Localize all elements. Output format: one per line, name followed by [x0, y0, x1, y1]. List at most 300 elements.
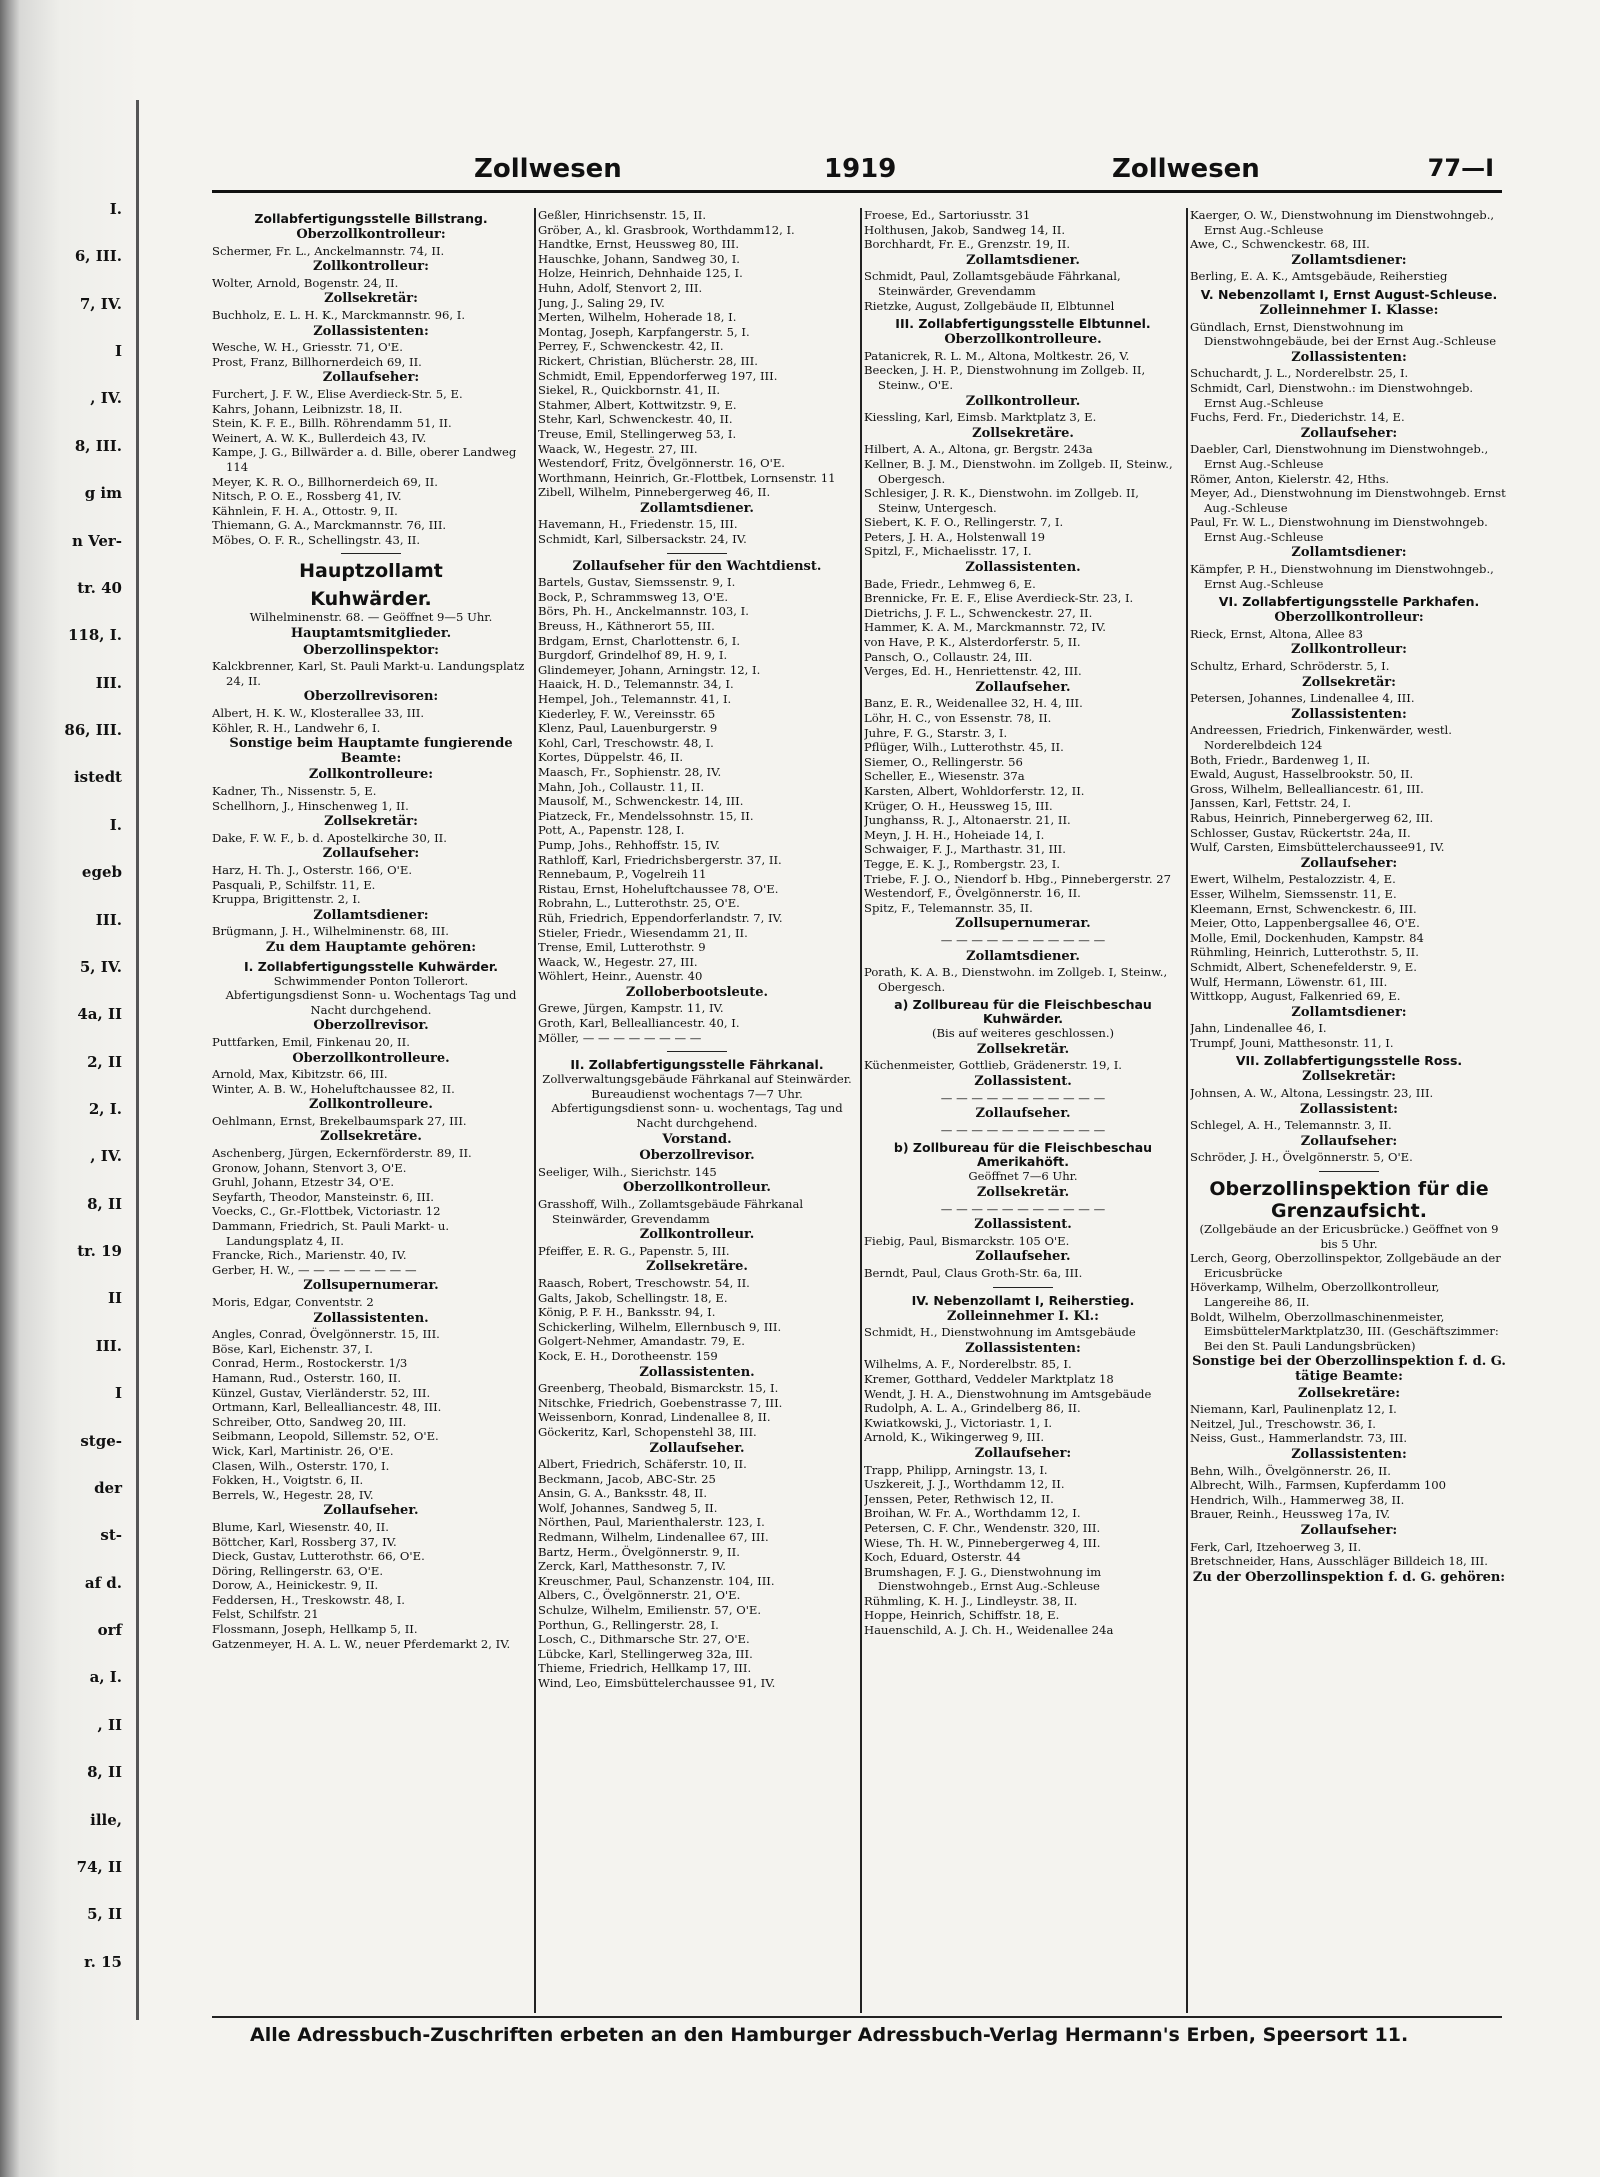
office-note: — — — — — — — — — — —	[940, 1122, 1106, 1137]
directory-entry: Grasshoff, Wilh., Zollamtsgebäude Fährkanal Steinwärder, Grevendamm	[538, 1197, 804, 1226]
directory-entry: König, P. F. H., Banksstr. 94, I.	[538, 1305, 716, 1320]
directory-entry: Oehlmann, Ernst, Brekelbaumspark 27, III.	[212, 1113, 467, 1128]
directory-entry: Mahn, Joh., Collaustr. 11, II.	[538, 779, 705, 794]
directory-entry: Bartz, Herm., Övelgönnerstr. 9, II.	[538, 1544, 740, 1559]
previous-page-fragment: I.	[109, 816, 122, 834]
directory-entry: Kampe, J. G., Billwärder a. d. Bille, oberer Landweg 114	[212, 445, 517, 474]
directory-entry: Schmidt, Carl, Dienstwohn.: im Dienstwohngeb. Ernst Aug.-Schleuse	[1190, 380, 1474, 410]
previous-page-fragment: istedt	[73, 768, 122, 786]
directory-entry: Felst, Schilfstr. 21	[212, 1607, 319, 1622]
page-number: 77—I	[1427, 154, 1494, 182]
directory-entry: Johnsen, A. W., Altona, Lessingstr. 23, III.	[1190, 1086, 1434, 1101]
previous-page-fragment: 74, II	[76, 1858, 122, 1876]
header-year: 1919	[824, 154, 897, 184]
section-subheading: Hauptamtsmitglieder.	[290, 626, 452, 642]
directory-entry: Albers, C., Övelgönnerstr. 21, O'E.	[538, 1588, 741, 1603]
directory-entry: Brdgam, Ernst, Charlottenstr. 6, I.	[538, 633, 741, 648]
directory-entry: Greenberg, Theobald, Bismarckstr. 15, I.	[538, 1381, 779, 1396]
directory-entry: Jahn, Lindenallee 46, I.	[1190, 1021, 1327, 1036]
directory-entry: Möller, — — — — — — — —	[538, 1030, 702, 1045]
directory-entry: Flossmann, Joseph, Hellkamp 5, II.	[212, 1622, 418, 1637]
office-heading: VI. Zollabfertigungsstelle Parkhafen.	[1218, 594, 1480, 610]
directory-page	[212, 148, 1506, 2046]
previous-page-fragment: der	[94, 1479, 122, 1497]
directory-entry: Furchert, J. F. W., Elise Averdieck-Str. 5, E.	[212, 386, 463, 401]
directory-entry: Ferk, Carl, Itzehoerweg 3, II.	[1190, 1539, 1362, 1554]
section-subheading: Zollaufseher.	[649, 1440, 745, 1456]
directory-entry: Pfeiffer, E. R. G., Papenstr. 5, III.	[538, 1243, 730, 1258]
column-divider	[860, 208, 862, 2013]
previous-page-fragment: III.	[95, 674, 122, 692]
section-subheading: Zollassistent:	[1300, 1101, 1398, 1117]
section-subheading: Zollsekretär.	[976, 1185, 1070, 1201]
directory-entry: Trense, Emil, Lutterothstr. 9	[538, 940, 706, 955]
office-note: — — — — — — — — — — —	[940, 1201, 1106, 1216]
section-subheading: Oberzollkontrolleure.	[944, 332, 1102, 348]
directory-entry: Zibell, Wilhelm, Pinnebergerweg 46, II.	[538, 485, 771, 500]
directory-entry: Gruhl, Johann, Etzestr 34, O'E.	[212, 1175, 395, 1190]
office-heading: VII. Zollabfertigungsstelle Ross.	[1235, 1053, 1463, 1069]
section-separator	[341, 553, 401, 554]
directory-entry: Arnold, K., Wikingerweg 9, III.	[864, 1430, 1045, 1445]
directory-entry: Brauer, Reinh., Heussweg 17a, IV.	[1190, 1507, 1391, 1522]
directory-entry: Ewald, August, Hasselbrookstr. 50, II.	[1190, 767, 1414, 782]
directory-entry: Thiemann, G. A., Marckmannstr. 76, III.	[212, 518, 447, 533]
directory-entry: Kämpfer, P. H., Dienstwohnung im Dienstwohngeb., Ernst Aug.-Schleuse	[1190, 562, 1494, 591]
section-subheading: Zollkontrolleur:	[1291, 642, 1407, 658]
directory-entry: Wesche, W. H., Griesstr. 71, O'E.	[212, 340, 403, 355]
directory-entry: Huhn, Adolf, Stenvort 2, III.	[538, 280, 703, 295]
directory-entry: Küchenmeister, Gottlieb, Grädenerstr. 19, I.	[864, 1058, 1122, 1073]
directory-entry: Karsten, Albert, Wohldorferstr. 12, II.	[864, 783, 1085, 798]
directory-entry: Wulf, Hermann, Löwenstr. 61, III.	[1190, 974, 1388, 989]
section-separator	[1319, 1171, 1379, 1172]
office-note: Bureaudienst wochentags 7—7 Uhr. Abfertigungsdienst sonn- u. wochentags, Tag und Nacht durchgehend.	[551, 1086, 843, 1131]
directory-entry: Winter, A. B. W., Hoheluftchaussee 82, II.	[212, 1081, 455, 1096]
header-right-title: Zollwesen	[1112, 154, 1260, 184]
directory-entry: Havemann, H., Friedenstr. 15, III.	[538, 517, 738, 532]
page-header	[212, 148, 1502, 193]
directory-entry: Siemer, O., Rellingerstr. 56	[864, 754, 1023, 769]
directory-entry: Wind, Leo, Eimsbüttelerchaussee 91, IV.	[538, 1676, 776, 1690]
directory-entry: Verges, Ed. H., Henriettenstr. 42, III.	[864, 664, 1082, 679]
main-office-title: Hauptzollamt	[299, 560, 443, 583]
section-subheading: Zolleinnehmer I. Kl.:	[947, 1308, 1099, 1324]
directory-entry: Gündlach, Ernst, Dienstwohnung im Dienstwohngebäude, bei der Ernst Aug.-Schleuse	[1190, 319, 1497, 349]
previous-page-fragment: 5, II	[87, 1905, 122, 1923]
directory-entry: Jung, J., Saling 29, IV.	[538, 295, 665, 310]
section-subheading: Zollkontrolleure.	[309, 1097, 433, 1113]
directory-entry: Westendorf, F., Övelgönnerstr. 16, II.	[864, 886, 1081, 901]
directory-entry: Neiss, Gust., Hammerlandstr. 73, III.	[1190, 1431, 1408, 1446]
directory-entry: Both, Friedr., Bardenweg 1, II.	[1190, 752, 1371, 767]
section-subheading: Zollkontrolleur:	[313, 259, 429, 275]
directory-entry: Petersen, C. F. Chr., Wendenstr. 320, III.	[864, 1520, 1101, 1535]
directory-entry: Spitzl, F., Michaelisstr. 17, I.	[864, 544, 1032, 559]
directory-entry: Schmidt, Emil, Eppendorferweg 197, III.	[538, 368, 778, 383]
section-subheading: Zollsupernumerar.	[955, 916, 1091, 932]
directory-entry: Weissenborn, Konrad, Lindenallee 8, II.	[538, 1410, 771, 1425]
directory-entry: Robrahn, L., Lutterothstr. 25, O'E.	[538, 896, 740, 911]
directory-entry: Dieck, Gustav, Lutterothstr. 66, O'E.	[212, 1549, 425, 1564]
directory-entry: Böttcher, Karl, Rossberg 37, IV.	[212, 1534, 397, 1549]
main-office-title: Kuhwärder.	[310, 588, 432, 611]
directory-entry: Blume, Karl, Wiesenstr. 40, II.	[212, 1519, 389, 1534]
directory-entry: Thieme, Friedrich, Hellkamp 17, III.	[538, 1661, 752, 1676]
directory-entry: Dake, F. W. F., b. d. Apostelkirche 30, II.	[212, 830, 447, 845]
section-subheading: Zollkontrolleure:	[308, 767, 434, 783]
directory-entry: Trapp, Philipp, Arningstr. 13, I.	[864, 1462, 1048, 1477]
directory-entry: Schmidt, Albert, Schenefelderstr. 9, E.	[1190, 959, 1417, 974]
section-subheading: Zu der Oberzollinspektion f. d. G. gehören:	[1192, 1569, 1506, 1585]
directory-entry: Ortmann, Karl, Bellealliancestr. 48, III.	[212, 1400, 442, 1415]
previous-page-fragment: 7, IV.	[79, 295, 122, 313]
directory-entry: Rieck, Ernst, Altona, Allee 83	[1190, 626, 1364, 641]
directory-entry: Albert, H. K. W., Klosterallee 33, III.	[212, 706, 425, 721]
directory-entry: Siekel, R., Quickbornstr. 41, II.	[538, 383, 721, 398]
section-subheading: Zollsekretäre.	[646, 1259, 748, 1275]
directory-entry: Gronow, Johann, Stenvort 3, O'E.	[212, 1160, 407, 1175]
section-subheading: Zolloberbootsleute.	[625, 984, 769, 1000]
section-subheading: Zollassistenten:	[1291, 349, 1407, 365]
section-subheading: Zollaufseher.	[975, 679, 1071, 695]
directory-entry: Dorow, A., Heinickestr. 9, II.	[212, 1578, 379, 1593]
previous-page-fragment: st-	[100, 1526, 122, 1544]
directory-entry: Wittkopp, August, Falkenried 69, E.	[1190, 989, 1401, 1004]
directory-entry: Schreiber, Otto, Sandweg 20, III.	[212, 1414, 407, 1429]
directory-entry: Niemann, Karl, Paulinenplatz 12, I.	[1190, 1402, 1397, 1417]
section-subheading: Zollsekretäre.	[972, 425, 1074, 441]
directory-entry: Meyn, J. H. H., Hoheiade 14, I.	[864, 827, 1045, 842]
directory-entry: Kaerger, O. W., Dienstwohnung im Dienstwohngeb., Ernst Aug.-Schleuse	[1190, 208, 1495, 237]
directory-entry: Meyer, Ad., Dienstwohnung im Dienstwohngeb. Ernst Aug.-Schleuse	[1190, 486, 1506, 515]
directory-entry: Kiederley, F. W., Vereinsstr. 65	[538, 706, 716, 721]
directory-entry: Schröder, J. H., Övelgönnerstr. 5, O'E.	[1190, 1150, 1413, 1165]
directory-entry: Rühmling, K. H. J., Lindleystr. 38, II.	[864, 1593, 1078, 1608]
directory-entry: Pflüger, Wilh., Lutterothstr. 45, II.	[864, 740, 1064, 755]
section-subheading: Zollamtsdiener:	[1291, 545, 1407, 561]
previous-page-fragment: , IV.	[90, 389, 122, 407]
previous-page-fragment: I	[114, 1384, 122, 1402]
previous-page-fragment: g im	[84, 484, 122, 502]
section-subheading: Zollamtsdiener.	[640, 500, 754, 516]
directory-entry: Geßler, Hinrichsenstr. 15, II.	[538, 208, 707, 222]
section-subheading: Zollaufseher.	[323, 1503, 419, 1519]
directory-entry: Junghanss, R. J., Altonaerstr. 21, II.	[864, 813, 1071, 828]
directory-entry: Schultz, Erhard, Schröderstr. 5, I.	[1190, 659, 1390, 674]
directory-entry: Pasquali, P., Schilfstr. 11, E.	[212, 877, 376, 892]
section-subheading: Oberzollkontrolleur.	[623, 1180, 771, 1196]
directory-entry: Merten, Wilhelm, Hoherade 18, I.	[538, 310, 737, 325]
directory-entry: Höverkamp, Wilhelm, Oberzollkontrolleur, Langereihe 86, II.	[1190, 1280, 1440, 1309]
directory-entry: Porthun, G., Rellingerstr. 28, I.	[538, 1617, 719, 1632]
directory-entry: Porath, K. A. B., Dienstwohn. im Zollgeb. I, Steinw., Obergesch.	[864, 965, 1168, 994]
directory-entry: Harz, H. Th. J., Osterstr. 166, O'E.	[212, 862, 413, 877]
previous-page-fragment: tr. 40	[77, 579, 122, 597]
directory-entry: Fokken, H., Voigtstr. 6, II.	[212, 1473, 364, 1488]
directory-entry: Gerber, H. W., — — — — — — — —	[212, 1262, 417, 1277]
directory-entry: Schwaiger, F. J., Marthastr. 31, III.	[864, 842, 1066, 857]
directory-entry: Löhr, H. C., von Essenstr. 78, II.	[864, 711, 1052, 725]
directory-entry: Göckeritz, Karl, Schopenstehl 38, III.	[538, 1424, 757, 1439]
directory-entry: Schlegel, A. H., Telemannstr. 3, II.	[1190, 1118, 1392, 1133]
section-separator	[667, 1051, 727, 1052]
directory-entry: Schickerling, Wilhelm, Ellernbusch 9, III.	[538, 1319, 782, 1334]
section-subheading: Oberzollinspektor:	[303, 642, 439, 658]
office-heading: II. Zollabfertigungsstelle Fährkanal.	[570, 1057, 824, 1073]
directory-entry: Kremer, Gotthard, Veddeler Marktplatz 18	[864, 1371, 1114, 1386]
directory-entry: Dietrichs, J. F. L., Schwenckestr. 27, II.	[864, 605, 1093, 620]
directory-entry: Döring, Rellingerstr. 63, O'E.	[212, 1563, 384, 1578]
section-subheading: Oberzollrevisor.	[313, 1018, 429, 1034]
section-subheading: Zollsekretär.	[976, 1041, 1070, 1057]
directory-entry: Holthusen, Jakob, Sandweg 14, II.	[864, 222, 1065, 237]
directory-entry: Bartels, Gustav, Siemssenstr. 9, I.	[538, 575, 736, 590]
section-subheading: Zollaufseher.	[975, 1106, 1071, 1122]
office-note: Zollverwaltungsgebäude Fährkanal auf Steinwärder.	[542, 1072, 852, 1087]
directory-entry: Berrels, W., Hegestr. 28, IV.	[212, 1487, 374, 1502]
directory-entry: Rathloff, Karl, Friedrichsbergerstr. 37, II.	[538, 852, 782, 867]
previous-page-fragment: , IV.	[90, 1147, 122, 1165]
section-subheading: Zollassistenten:	[965, 1340, 1081, 1356]
directory-entry: Schmidt, H., Dienstwohnung im Amtsgebäude	[864, 1325, 1136, 1340]
section-subheading: Zollassistenten:	[313, 323, 429, 339]
directory-entry: Fuchs, Ferd. Fr., Diederichstr. 14, E.	[1190, 410, 1405, 425]
office-heading: V. Nebenzollamt I, Ernst August-Schleuse.	[1200, 286, 1498, 302]
directory-entry: Wulf, Carsten, Eimsbüttelerchaussee91, IV.	[1190, 840, 1445, 855]
office-heading: Zollabfertigungsstelle Billstrang.	[254, 211, 488, 226]
directory-entry: Losch, C., Dithmarsche Str. 27, O'E.	[538, 1632, 750, 1647]
directory-entry: Bade, Friedr., Lehmweg 6, E.	[864, 576, 1036, 591]
directory-entry: Banz, E. R., Weidenallee 32, H. 4, III.	[864, 696, 1083, 711]
office-heading: III. Zollabfertigungsstelle Elbtunnel.	[895, 316, 1151, 332]
directory-entry: Wolf, Johannes, Sandweg 5, II.	[538, 1500, 718, 1515]
previous-page-fragment: III.	[95, 1337, 122, 1355]
directory-entry: Fiebig, Paul, Bismarckstr. 105 O'E.	[864, 1233, 1070, 1248]
directory-entry: von Have, P. K., Alsterdorferstr. 5, II.	[864, 635, 1081, 650]
directory-entry: Daebler, Carl, Dienstwohnung im Dienstwohngeb., Ernst Aug.-Schleuse	[1190, 442, 1489, 471]
directory-entry: Rüh, Friedrich, Eppendorferlandstr. 7, IV.	[538, 910, 783, 925]
directory-entry: Zerck, Karl, Matthesonstr. 7, IV.	[538, 1559, 726, 1574]
directory-entry: Nörthen, Paul, Marienthalerstr. 123, I.	[538, 1515, 765, 1530]
directory-entry: Froese, Ed., Sartoriusstr. 31	[864, 208, 1031, 222]
directory-entry: Andreessen, Friedrich, Finkenwärder, westl. Norderelbdeich 124	[1190, 723, 1452, 752]
previous-page-fragment: n Ver-	[71, 532, 122, 550]
directory-entry: Waack, W., Hegestr. 27, III.	[538, 954, 698, 969]
previous-page-fragment: 8, III.	[74, 437, 122, 455]
section-subheading: Zollaufseher:	[322, 846, 420, 862]
office-note: (Bis auf weiteres geschlossen.)	[931, 1026, 1115, 1041]
directory-entry: Lübcke, Karl, Stellingerweg 32a, III.	[538, 1646, 753, 1661]
section-subheading: Zollsekretäre.	[320, 1129, 422, 1145]
directory-entry: Weinert, A. W. K., Bullerdeich 43, IV.	[212, 430, 427, 445]
directory-entry: Kock, E. H., Dorotheenstr. 159	[538, 1348, 718, 1363]
directory-entry: Künzel, Gustav, Vierländerstr. 52, III.	[212, 1385, 431, 1400]
previous-page-fragment: orf	[97, 1621, 122, 1639]
directory-entry: Neitzel, Jul., Treschowstr. 36, I.	[1190, 1416, 1376, 1431]
directory-entry: Burgdorf, Grindelhof 89, H. 9, I.	[538, 648, 728, 663]
directory-entry: Arnold, Max, Kibitzstr. 66, III.	[212, 1067, 388, 1082]
section-subheading: Oberzollrevisoren:	[303, 689, 439, 705]
directory-entry: Uszkereit, J. J., Worthdamm 12, II.	[864, 1477, 1065, 1492]
section-subheading: Zollaufseher:	[974, 1445, 1072, 1461]
previous-page-fragment: 4a, II	[77, 1005, 122, 1023]
directory-entry: Wöhlert, Heinr., Auenstr. 40	[538, 969, 703, 984]
directory-entry: Böse, Karl, Eichenstr. 37, I.	[212, 1341, 373, 1356]
directory-entry: Spitz, F., Telemannstr. 35, II.	[864, 900, 1033, 915]
directory-entry: Paul, Fr. W. L., Dienstwohnung im Dienstwohngeb. Ernst Aug.-Schleuse	[1190, 515, 1488, 544]
directory-entry: Behn, Wilh., Övelgönnerstr. 26, II.	[1190, 1463, 1391, 1478]
gutter-line	[136, 100, 139, 2020]
directory-entry: Clasen, Wilh., Osterstr. 170, I.	[212, 1458, 390, 1473]
previous-page-fragment: 118, I.	[68, 626, 122, 644]
directory-entry: Jenssen, Peter, Rethwisch 12, II.	[864, 1491, 1054, 1506]
directory-entry: Ristau, Ernst, Hoheluftchaussee 78, O'E.	[538, 881, 779, 896]
directory-entry: Seeliger, Wilh., Sierichstr. 145	[538, 1164, 717, 1179]
directory-entry: Schlosser, Gustav, Rückertstr. 24a, II.	[1190, 825, 1411, 840]
previous-page-fragment: 5, IV.	[79, 958, 122, 976]
directory-entry: Hempel, Joh., Telemannstr. 41, I.	[538, 692, 732, 706]
directory-entry: Stehr, Karl, Schwenckestr. 40, II.	[538, 412, 733, 427]
section-subheading: Zollkontrolleur.	[965, 393, 1081, 409]
section-subheading: Oberzollrevisor.	[639, 1148, 755, 1164]
directory-entry: Handtke, Ernst, Heussweg 80, III.	[538, 237, 740, 252]
header-left-title: Zollwesen	[474, 154, 622, 184]
column-1	[212, 208, 530, 2010]
directory-entry: Hauschke, Johann, Sandweg 30, I.	[538, 251, 740, 266]
directory-entry: Pott, A., Papenstr. 128, I.	[538, 823, 685, 838]
directory-entry: Perrey, F., Schwenckestr. 42, II.	[538, 339, 724, 354]
column-3	[864, 208, 1182, 2010]
directory-entry: Schulze, Wilhelm, Emilienstr. 57, O'E.	[538, 1603, 762, 1618]
directory-entry: Boldt, Wilhelm, Oberzollmaschinenmeister, EimsbüttelerMarktplatz30, III. (Geschäftszimmer: Bei den St. Pauli Landungsbrücken)	[1190, 1309, 1499, 1353]
section-subheading: Zollamtsdiener:	[313, 907, 429, 923]
directory-entry: Kellner, B. J. M., Dienstwohn. im Zollgeb. II, Steinw., Obergesch.	[864, 456, 1173, 486]
directory-entry: Kalckbrenner, Karl, St. Pauli Markt-u. Landungsplatz 24, II.	[212, 659, 525, 688]
directory-entry: Schmidt, Karl, Silbersackstr. 24, IV.	[538, 532, 747, 547]
previous-page-fragment: 2, II	[87, 1053, 122, 1071]
previous-page-fragment: a, I.	[89, 1668, 122, 1686]
previous-page-fragments	[0, 200, 130, 2020]
previous-page-fragment: I	[114, 342, 122, 360]
section-subheading: Zollsekretäre:	[1297, 1385, 1401, 1401]
directory-entry: Seibmann, Leopold, Sillemstr. 52, O'E.	[212, 1429, 439, 1444]
section-separator	[667, 553, 727, 554]
office-heading: a) Zollbureau für die Fleischbeschau Kuhwärder.	[894, 997, 1152, 1027]
directory-entry: Galts, Jakob, Schellingstr. 18, E.	[538, 1290, 728, 1305]
directory-entry: Janssen, Karl, Fettstr. 24, I.	[1190, 796, 1352, 811]
directory-entry: Aschenberg, Jürgen, Eckernförderstr. 89, II.	[212, 1146, 472, 1161]
office-note: Schwimmender Ponton Tollerort.	[273, 973, 469, 988]
directory-entry: Nitschke, Friedrich, Goebenstrasse 7, III.	[538, 1395, 783, 1410]
directory-entry: Wiese, Th. H. W., Pinnebergerweg 4, III.	[864, 1535, 1101, 1550]
office-note: (Zollgebäude an der Ericusbrücke.) Geöffnet von 9 bis 5 Uhr.	[1199, 1222, 1499, 1251]
directory-entry: Krüger, O. H., Heussweg 15, III.	[864, 798, 1053, 813]
previous-page-fragment: stge-	[80, 1432, 122, 1450]
previous-page-fragment: 8, II	[87, 1763, 122, 1781]
directory-entry: Albrecht, Wilh., Farmsen, Kupferdamm 100	[1190, 1478, 1447, 1493]
directory-entry: Hendrich, Wilh., Hammerweg 38, II.	[1190, 1492, 1405, 1507]
section-subheading: Zollassistenten:	[1291, 706, 1407, 722]
section-subheading: Zollaufseher:	[1300, 1133, 1398, 1149]
directory-entry: Triebe, F. J. O., Niendorf b. Hbg., Pinnebergerstr. 27	[864, 871, 1171, 886]
previous-page-fragment: 86, III.	[64, 721, 122, 739]
section-subheading: Zollassistenten.	[639, 1364, 755, 1380]
section-subheading: Zollsekretär:	[324, 814, 418, 830]
section-subheading: Zollkontrolleur.	[639, 1227, 755, 1243]
office-note: — — — — — — — — — — —	[940, 1090, 1106, 1105]
directory-entry: Puttfarken, Emil, Finkenau 20, II.	[212, 1034, 410, 1049]
directory-entry: Ewert, Wilhelm, Pestalozzistr. 4, E.	[1190, 872, 1396, 887]
directory-entry: Meier, Otto, Lappenbergsallee 46, O'E.	[1190, 916, 1420, 931]
directory-entry: Molle, Emil, Dockenhuden, Kampstr. 84	[1190, 930, 1424, 945]
directory-entry: Gatzenmeyer, H. A. L. W., neuer Pferdemarkt 2, IV.	[212, 1636, 511, 1651]
directory-entry: Stieler, Friedr., Wiesendamm 21, II.	[538, 925, 748, 940]
directory-entry: Prost, Franz, Billhornerdeich 69, II.	[212, 354, 422, 369]
directory-entry: Klenz, Paul, Lauenburgerstr. 9	[538, 721, 718, 736]
directory-entry: Rühmling, Heinrich, Lutterothstr. 5, II.	[1190, 945, 1419, 960]
directory-entry: Hilbert, A. A., Altona, gr. Bergstr. 243a	[864, 442, 1093, 457]
directory-entry: Kreuschmer, Paul, Schanzenstr. 104, III.	[538, 1573, 775, 1588]
section-subheading: Vorstand.	[662, 1131, 732, 1147]
directory-entry: Angles, Conrad, Övelgönnerstr. 15, III.	[212, 1327, 440, 1342]
directory-entry: Nitsch, P. O. E., Rossberg 41, IV.	[212, 489, 402, 504]
directory-entry: Glindemeyer, Johann, Arningstr. 12, I.	[538, 662, 761, 677]
directory-entry: Holze, Heinrich, Dehnhaide 125, I.	[538, 266, 743, 281]
directory-entry: Esser, Wilhelm, Siemssenstr. 11, E.	[1190, 886, 1397, 901]
section-subheading: Zollamtsdiener.	[966, 948, 1080, 964]
section-subheading: Zollaufseher.	[975, 1249, 1071, 1265]
section-subheading: Zollaufseher für den Wachtdienst.	[572, 558, 822, 574]
section-subheading: Zollsekretär:	[1302, 674, 1396, 690]
directory-entry: Francke, Rich., Marienstr. 40, IV.	[212, 1248, 407, 1263]
directory-entry: Borchhardt, Fr. E., Grenzstr. 19, II.	[864, 237, 1071, 252]
previous-page-fragment: I.	[109, 200, 122, 218]
directory-entry: Berling, E. A. K., Amtsgebäude, Reiherstieg	[1190, 269, 1448, 284]
directory-entry: Römer, Anton, Kielerstr. 42, Hths.	[1190, 471, 1390, 486]
directory-entry: Schmidt, Paul, Zollamtsgebäude Fährkanal, Steinwärder, Grevendamm	[864, 269, 1121, 298]
directory-entry: Moris, Edgar, Conventstr. 2	[212, 1295, 374, 1309]
directory-entry: Hamann, Rud., Osterstr. 160, II.	[212, 1370, 402, 1385]
section-subheading: Sonstige bei der Oberzollinspektion f. d. G. tätige Beamte:	[1192, 1354, 1506, 1384]
section-subheading: Zolleinnehmer I. Klasse:	[1259, 302, 1439, 318]
section-separator	[993, 1287, 1053, 1288]
previous-page-fragment: af d.	[84, 1574, 122, 1592]
directory-entry: Golgert-Nehmer, Amandastr. 79, E.	[538, 1334, 745, 1349]
directory-entry: Möbes, O. F. R., Schellingstr. 43, II.	[212, 532, 421, 547]
section-subheading: Oberzollkontrolleur:	[296, 227, 446, 242]
previous-page-fragment: egeb	[81, 863, 122, 881]
section-subheading: Oberzollkontrolleure.	[292, 1050, 450, 1066]
section-subheading: Zollassistenten.	[965, 560, 1081, 576]
directory-entry: Mausolf, M., Schwenckestr. 14, III.	[538, 794, 744, 809]
directory-entry: Petersen, Johannes, Lindenallee 4, III.	[1190, 691, 1415, 706]
directory-entry: Kiessling, Karl, Eimsb. Marktplatz 3, E.	[864, 410, 1097, 425]
directory-entry: Hoppe, Heinrich, Schiffstr. 18, E.	[864, 1608, 1060, 1623]
section-subheading: Sonstige beim Hauptamte fungierende Beamte:	[229, 736, 513, 766]
directory-entry: Buchholz, E. L. H. K., Marckmannstr. 96, I.	[212, 307, 466, 322]
publisher-footer: Alle Adressbuch-Zuschriften erbeten an den Hamburger Adressbuch-Verlag Hermann's Erben, Speersort 11.	[250, 2024, 1409, 2046]
directory-entry: Worthmann, Heinrich, Gr.-Flottbek, Lornsenstr. 11	[538, 470, 836, 485]
previous-page-fragment: ille,	[90, 1811, 122, 1829]
section-subheading: Zollassistent.	[974, 1074, 1072, 1090]
directory-entry: Waack, W., Hegestr. 27, III.	[538, 441, 698, 456]
directory-entry: Raasch, Robert, Treschowstr. 54, II.	[538, 1275, 750, 1290]
directory-entry: Redmann, Wilhelm, Lindenallee 67, III.	[538, 1530, 769, 1545]
column-4	[1190, 208, 1508, 2010]
directory-entry: Kortes, Düppelstr. 46, II.	[538, 750, 684, 765]
previous-page-fragment: 6, III.	[74, 247, 122, 265]
